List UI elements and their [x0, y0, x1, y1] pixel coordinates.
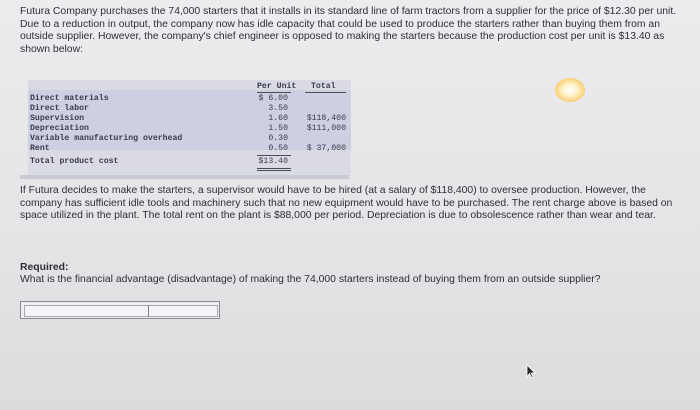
table-row: [28, 94, 351, 104]
mouse-pointer-icon: [524, 364, 536, 378]
header-total: Total: [311, 82, 336, 91]
table-row: [28, 124, 351, 134]
row-per-unit: $ 6.00: [258, 94, 288, 103]
row-total: $118,400: [306, 114, 346, 123]
cost-table: [28, 80, 351, 176]
problem-intro: Futura Company purchases the 74,000 starters that it installs in its standard line of farm tractors from a supplier for the price of $12.30 per unit. Due to a reduction in output, the company now has idle capacity that could be used to produce the starters rather than buying them from an outside supplier. However, the company's chief engineer is opposed to making the starters because the production cost per unit is $13.40 as shown below:: [20, 6, 677, 55]
row-label: Depreciation: [30, 124, 89, 133]
total-rule-top: [257, 155, 291, 156]
total-rule-bottom-2: [257, 170, 291, 171]
problem-details: If Futura decides to make the starters, a supervisor would have to be hired (at a salary of $118,400) to oversee production. However, the company has sufficient idle tools and machinery such that no new equipment would have to be purchased. The rent charge above is based on space utilized in the plant. The total rent on the plant is $88,000 per period. Depreciation is due to obsolescence rather than wear and tear.: [20, 185, 673, 222]
table-row: [28, 144, 351, 154]
table-row: [28, 104, 351, 114]
header-underline-per-unit: [257, 92, 291, 93]
row-per-unit: 0.30: [268, 134, 288, 143]
header-underline-total: [305, 92, 346, 93]
section-divider: [20, 175, 349, 179]
row-per-unit: $13.40: [258, 157, 288, 166]
total-rule-bottom-1: [257, 168, 291, 169]
text-caret: [148, 305, 149, 317]
row-per-unit: 1.60: [268, 114, 288, 123]
row-label: Rent: [30, 144, 50, 153]
table-row-total: [28, 157, 351, 167]
answer-field[interactable]: [24, 305, 218, 317]
row-label: Total product cost: [30, 157, 119, 166]
header-per-unit: Per Unit: [257, 82, 297, 91]
light-glare: [555, 78, 585, 102]
row-label: Supervision: [30, 114, 85, 123]
answer-input[interactable]: [20, 301, 220, 319]
row-per-unit: 3.50: [268, 104, 288, 113]
table-row: [28, 114, 351, 124]
row-label: Direct materials: [30, 94, 109, 103]
row-total: $111,000: [306, 124, 346, 133]
table-row: [28, 134, 351, 144]
row-per-unit: 1.50: [268, 124, 288, 133]
row-per-unit: 0.50: [268, 144, 288, 153]
row-total: $ 37,000: [306, 144, 346, 153]
required-label: Required:: [20, 262, 69, 273]
row-label: Variable manufacturing overhead: [30, 134, 183, 143]
row-label: Direct labor: [30, 104, 89, 113]
required-question: What is the financial advantage (disadvantage) of making the 74,000 starters instead of buying them from an outside supplier?: [20, 274, 601, 285]
